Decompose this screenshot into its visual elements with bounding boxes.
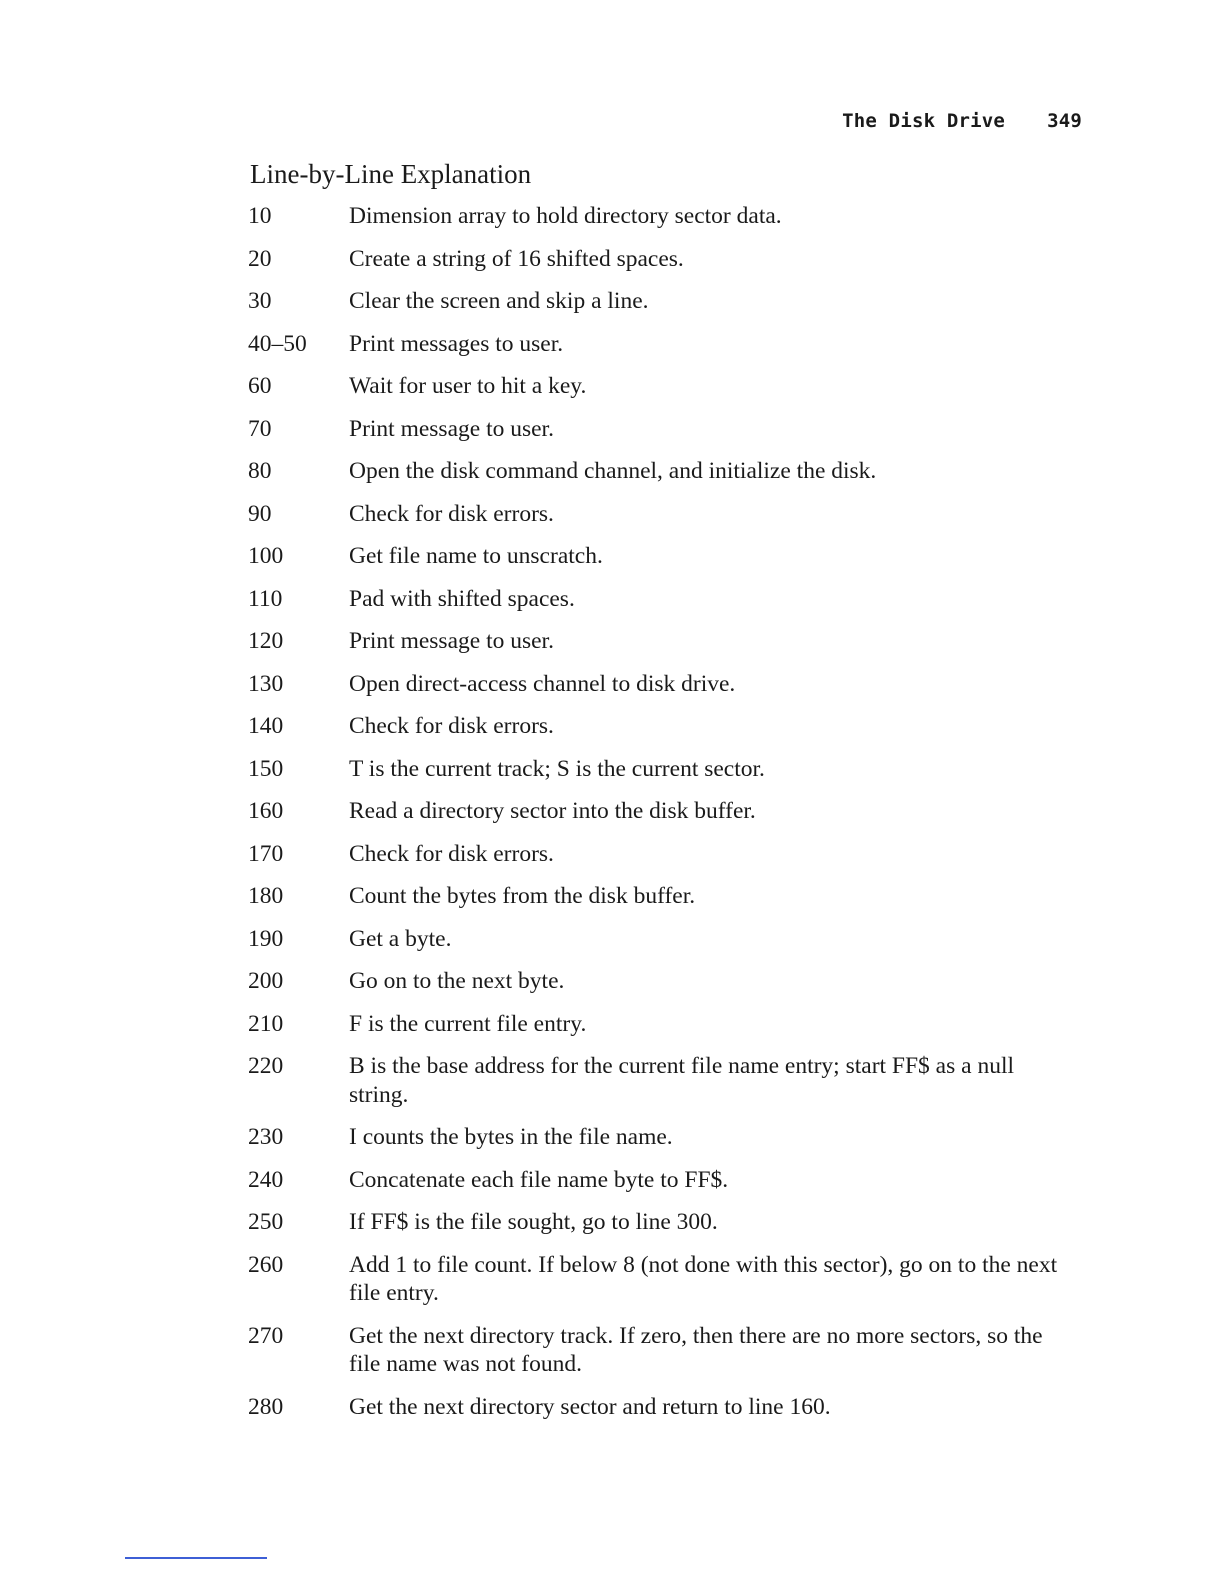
line-description: Open direct-access channel to disk drive. — [349, 670, 736, 697]
page-header — [842, 106, 1082, 136]
explanation-entry — [248, 330, 1078, 359]
line-number: 240 — [248, 1166, 284, 1193]
explanation-entry — [248, 500, 1078, 529]
explanation-entry — [248, 585, 1078, 614]
explanation-entry — [248, 1393, 1078, 1422]
explanation-entry — [248, 202, 1078, 231]
line-description: Count the bytes from the disk buffer. — [349, 883, 696, 909]
line-description: Check for disk errors. — [349, 840, 554, 867]
line-description: Pad with shifted spaces. — [349, 585, 575, 612]
line-description: Read a directory sector into the disk buffer. — [349, 798, 756, 824]
line-number: 120 — [248, 628, 284, 654]
explanation-entry — [248, 245, 1078, 274]
line-description: Check for disk errors. — [349, 713, 554, 739]
line-number: 210 — [248, 1010, 284, 1037]
explanation-entry — [248, 882, 1078, 911]
line-description: Print message to user. — [349, 628, 554, 654]
line-number: 20 — [248, 245, 272, 272]
line-description: Open the disk command channel, and initialize the disk. — [349, 458, 877, 484]
explanation-entry — [248, 627, 1078, 656]
line-number: 60 — [248, 373, 272, 399]
line-description: Go on to the next byte. — [349, 968, 565, 994]
line-description: Print messages to user. — [349, 330, 564, 357]
line-number: 230 — [248, 1124, 284, 1150]
explanation-entry — [248, 755, 1078, 784]
explanation-entry — [248, 967, 1078, 996]
explanation-entry — [248, 372, 1078, 401]
explanation-list — [248, 202, 1078, 1435]
explanation-entry — [248, 925, 1078, 954]
line-description: Get a byte. — [349, 925, 452, 952]
line-description: Get file name to unscratch. — [349, 543, 603, 569]
line-number: 140 — [248, 713, 284, 739]
explanation-entry — [248, 1166, 1078, 1195]
line-description: Check for disk errors. — [349, 500, 554, 527]
explanation-entry — [248, 1208, 1078, 1237]
explanation-entry — [248, 670, 1078, 699]
line-description: B is the base address for the current file name entry; start FF$ as a null string. — [349, 1053, 1014, 1108]
line-number: 80 — [248, 458, 272, 484]
footer-rule — [125, 1557, 267, 1559]
line-description: Print message to user. — [349, 415, 554, 442]
line-number: 260 — [248, 1251, 284, 1278]
explanation-entry — [248, 797, 1078, 826]
explanation-entry — [248, 1251, 1078, 1308]
line-number: 90 — [248, 500, 272, 527]
line-description: Get the next directory sector and return to line 160. — [349, 1393, 831, 1420]
line-number: 200 — [248, 968, 284, 994]
line-number: 220 — [248, 1053, 284, 1079]
line-description: If FF$ is the file sought, go to line 300. — [349, 1209, 718, 1235]
line-description: Create a string of 16 shifted spaces. — [349, 245, 684, 272]
explanation-entry — [248, 1322, 1078, 1379]
line-number: 250 — [248, 1209, 284, 1235]
line-number: 40–50 — [248, 330, 307, 357]
explanation-entry — [248, 287, 1078, 316]
line-description: F is the current file entry. — [349, 1010, 587, 1037]
line-description: Add 1 to file count. If below 8 (not done with this sector), go on to the next file entry. — [349, 1251, 1058, 1306]
line-description: Dimension array to hold directory sector data. — [349, 203, 782, 229]
line-number: 160 — [248, 798, 284, 824]
line-number: 100 — [248, 543, 284, 569]
explanation-entry — [248, 1010, 1078, 1039]
chapter-title: The Disk Drive — [842, 110, 1006, 132]
line-description: Concatenate each file name byte to FF$. — [349, 1166, 729, 1193]
page-number: 349 — [1047, 110, 1082, 132]
line-number: 180 — [248, 883, 284, 909]
explanation-entry — [248, 840, 1078, 869]
line-description: Wait for user to hit a key. — [349, 373, 587, 399]
section-title: Line-by-Line Explanation — [250, 159, 532, 189]
explanation-entry — [248, 1052, 1078, 1109]
line-number: 30 — [248, 288, 272, 314]
line-number: 190 — [248, 925, 284, 952]
explanation-entry — [248, 1123, 1078, 1152]
line-description: Clear the screen and skip a line. — [349, 288, 649, 314]
line-number: 270 — [248, 1322, 284, 1349]
line-number: 110 — [248, 585, 283, 612]
line-number: 130 — [248, 670, 284, 697]
explanation-entry — [248, 542, 1078, 571]
line-description: Get the next directory track. If zero, then there are no more sectors, so the file name was not found. — [349, 1322, 1043, 1377]
line-number: 280 — [248, 1393, 284, 1420]
line-number: 150 — [248, 755, 284, 782]
line-number: 10 — [248, 203, 272, 229]
line-description: I counts the bytes in the file name. — [349, 1124, 673, 1150]
line-number: 70 — [248, 415, 272, 442]
line-number: 170 — [248, 840, 284, 867]
explanation-entry — [248, 712, 1078, 741]
explanation-entry — [248, 457, 1078, 486]
explanation-entry — [248, 415, 1078, 444]
line-description: T is the current track; S is the current sector. — [349, 755, 765, 782]
